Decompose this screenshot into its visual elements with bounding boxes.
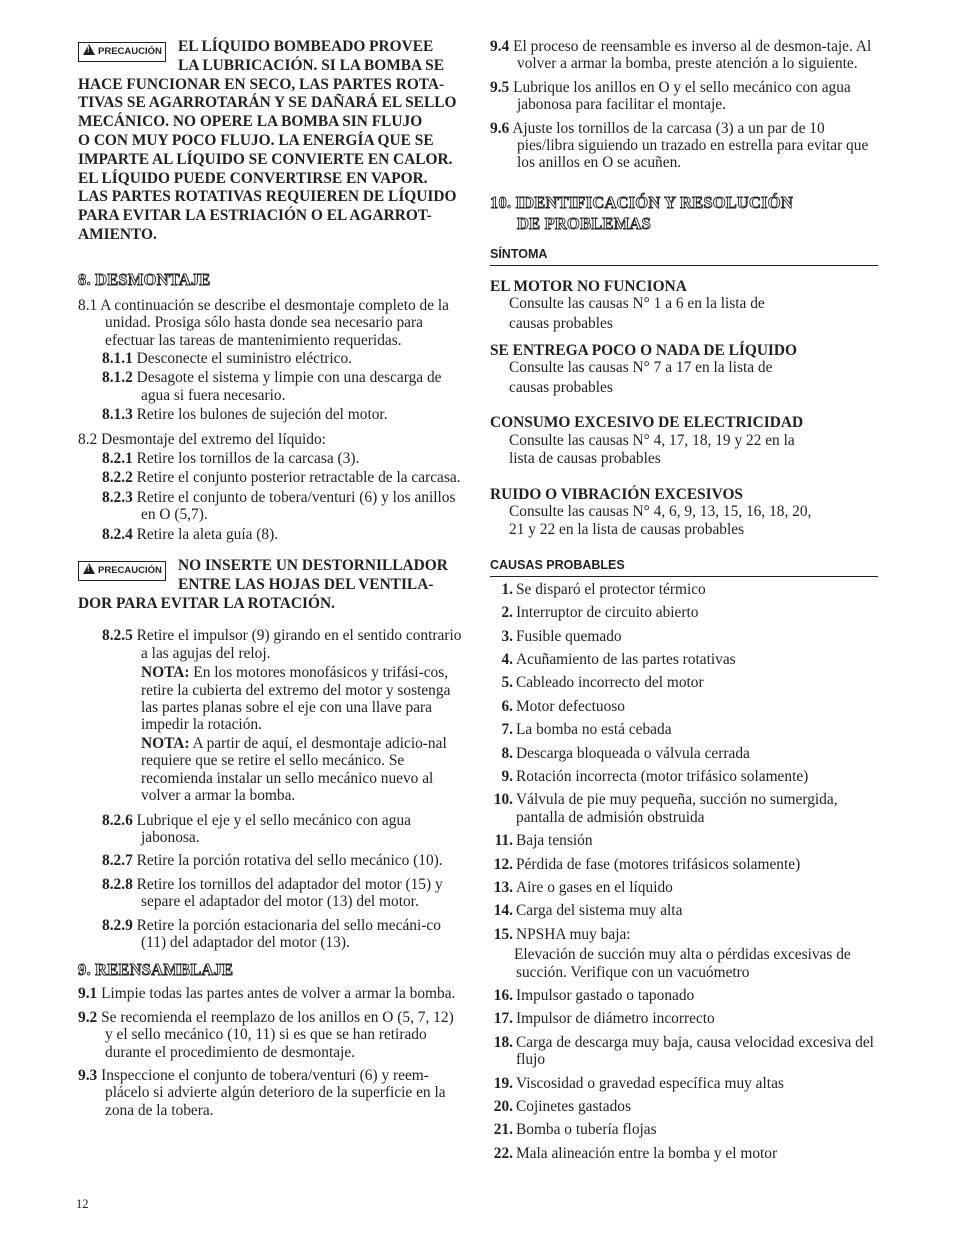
cause-item: 13. Aire o gases en el líquido — [493, 879, 673, 896]
section-10-title: 10. IDENTIFICACIÓN Y RESOLUCIÓN DE PROBLEMAS — [490, 192, 793, 233]
step-8-1-1: 8.1.1 Desconecte el suministro eléctrico. — [102, 349, 353, 367]
cause-item: 14. Carga del sistema muy alta — [493, 902, 683, 920]
cause-item: 1. Se disparó el protector térmico — [501, 580, 706, 598]
caution-text: NO INSERTE UN DESTORNILLADOR ENTRE LAS HOJAS DEL VENTILA- DOR PARA EVITAR LA ROTACIÓN. — [78, 557, 448, 612]
page-number: 12 — [76, 1197, 89, 1211]
symptom-3: CONSUMO EXCESIVO DE ELECTRICIDAD Consulte las causas N° 4, 17, 18, 19 y 22 en la lista de causas probables — [490, 414, 804, 468]
cause-item: 5. Cableado incorrecto del motor — [501, 674, 704, 692]
caution-block-1 — [78, 38, 462, 245]
caution-badge: !PRECAUCIÓN — [78, 561, 166, 581]
step-8-2-9: 8.2.9 Retire la porción estacionaria del sello mecáni-co (11) del adaptador del motor (13). — [102, 916, 441, 951]
left-column — [78, 38, 462, 1119]
cause-item: 11. Baja tensión — [494, 832, 593, 850]
step-8-2-5: 8.2.5 Retire el impulsor (9) girando en el sentido contrario a las agujas del reloj. — [102, 627, 462, 662]
symptom-1: EL MOTOR NO FUNCIONA Consulte las causas N° 1 a 6 en la lista de causas probables — [490, 277, 765, 332]
cause-item: 7. La bomba no está cebada — [501, 721, 672, 739]
cause-15-detail: Elevación de succión muy alta o pérdidas excesivas de succión. Verifique con un vacuómetro — [514, 946, 851, 981]
caution-badge: !PRECAUCIÓN — [78, 42, 166, 62]
cause-item: 2. Interruptor de circuito abierto — [501, 604, 699, 622]
cause-item: 16. Impulsor gastado o taponado — [493, 987, 695, 1005]
cause-item: 8. Descarga bloqueada o válvula cerrada — [501, 744, 750, 762]
step-8-2-8: 8.2.8 Retire los tornillos del adaptador del motor (15) y separe el adaptador del motor (13) del motor. — [102, 875, 443, 911]
step-8-1-3: 8.1.3 Retire los bulones de sujeción del motor. — [102, 406, 388, 424]
step-8-1-2: 8.1.2 Desagote el sistema y limpie con una descarga de agua si fuera necesario. — [102, 369, 442, 404]
warning-icon — [83, 563, 95, 574]
causes-list — [490, 581, 878, 1163]
symptom-4: RUIDO O VIBRACIÓN EXCESIVOS Consulte las causas N° 4, 6, 9, 13, 15, 16, 18, 20, 21 y 22 en la lista de causas probables — [490, 485, 812, 539]
cause-item: 9. Rotación incorrecta (motor trifásico solamente) — [501, 767, 809, 785]
cause-item: 17. Impulsor de diámetro incorrecto — [493, 1010, 715, 1028]
note-2: NOTA: A partir de aquí, el desmontaje adicio-nal requiere que se retire el sello mecánico. Se recomienda instalar un sello mecánico nuevo al volver a armar la bomba. — [141, 734, 447, 805]
cause-item: 4. Acuñamiento de las partes rotativas — [501, 650, 736, 668]
step-9-5: 9.5 Lubrique los anillos en O y el sello mecánico con agua jabonosa para facilitar el montaje. — [490, 78, 851, 114]
cause-item: 3. Fusible quemado — [501, 627, 622, 645]
symptom-2: SE ENTREGA POCO O NADA DE LÍQUIDO Consulte las causas N° 7 a 17 en la lista de causas probables — [490, 342, 798, 396]
cause-item: 19. Viscosidad o gravedad específica muy altas — [493, 1074, 784, 1092]
step-8-2-1: 8.2.1 Retire los tornillos de la carcasa (3). — [102, 450, 360, 468]
cause-item: 22. Mala alineación entre la bomba y el motor — [493, 1144, 778, 1162]
warning-icon — [83, 44, 95, 55]
step-8-2-2: 8.2.2 Retire el conjunto posterior retractable de la carcasa. — [102, 469, 461, 487]
note-1: NOTA: En los motores monofásicos y trifási-cos, retire la cubierta del extremo del motor y sostenga las partes planas sobre el eje con una llave para impedir la rotación. — [141, 664, 451, 734]
cause-item: 18. Carga de descarga muy baja, causa velocidad excesiva del flujo — [493, 1033, 874, 1069]
cause-item: 20. Cojinetes gastados — [493, 1098, 631, 1116]
step-9-2: 9.2 Se recomienda el reemplazo de los anillos en O (5, 7, 12) y el sello mecánico (10, 11) si es que se han retirado durante el procedimiento de desmontaje. — [78, 1008, 454, 1061]
step-8-2-4: 8.2.4 Retire la aleta guía (8). — [102, 525, 279, 543]
step-8-2: 8.2 Desmontaje del extremo del líquido: — [78, 430, 326, 448]
section-9-title: 9. REENSAMBLAJE — [78, 960, 234, 980]
caution-text: EL LÍQUIDO BOMBEADO PROVEE LA LUBRICACIÓN. SI LA BOMBA SE HACE FUNCIONAR EN SECO, LAS PARTES ROTA- TIVAS SE AGARROTARÁN Y SE DAÑARÁ EL SELLO MECÁNICO. NO OPERE LA BOMBA SIN FLUJO O CON MUY POCO FLUJO. LA ENERGÍA QUE SE IMPARTE AL LÍQUIDO SE CONVIERTE EN CALOR. EL LÍQUIDO PUEDE CONVERTIRSE EN VAPOR. LAS PARTES ROTATIVAS REQUIEREN DE LÍQUIDO PARA EVITAR LA ESTRIACIÓN O EL AGARROT- AMIENTO. — [78, 38, 457, 243]
causes-heading: CAUSAS PROBABLES — [490, 557, 878, 577]
caution-block-2 — [78, 557, 462, 613]
right-column — [490, 38, 878, 1162]
cause-item: 21. Bomba o tubería flojas — [493, 1121, 657, 1139]
step-9-6: 9.6 Ajuste los tornillos de la carcasa (3) a un par de 10 pies/libra siguiendo un trazado en estrella para evitar que los anillos en O se acuñen. — [490, 119, 869, 172]
symptom-heading: SÍNTOMA — [490, 246, 878, 266]
cause-item: 10. Válvula de pie muy pequeña, succión no sumergida, pantalla de admisión obstruida — [493, 791, 838, 826]
section-8-title: 8. DESMONTAJE — [78, 269, 211, 289]
step-8-2-3: 8.2.3 Retire el conjunto de tobera/venturi (6) y los anillos en O (5,7). — [102, 488, 456, 524]
cause-item: 12. Pérdida de fase (motores trifásicos solamente) — [493, 855, 801, 873]
step-8-2-7: 8.2.7 Retire la porción rotativa del sello mecánico (10). — [102, 852, 443, 870]
step-9-1: 9.1 Limpie todas las partes antes de volver a armar la bomba. — [78, 985, 456, 1003]
step-9-4: 9.4 El proceso de reensamble es inverso al de desmon-taje. Al volver a armar la bomba, preste atención a lo siguiente. — [490, 38, 872, 73]
cause-item: 6. Motor defectuoso — [501, 697, 625, 715]
cause-item: 15. NPSHA muy baja: — [493, 925, 631, 943]
step-8-1: 8.1 A continuación se describe el desmontaje completo de la unidad. Prosiga sólo hasta donde sea necesario para efectuar las tareas de mantenimiento requeridas. — [78, 296, 449, 349]
step-9-3: 9.3 Inspeccione el conjunto de tobera/venturi (6) y reem-plácelo si advierte algún deterioro de la superficie en la zona de la tobera. — [78, 1066, 446, 1119]
step-8-2-6: 8.2.6 Lubrique el eje y el sello mecánico con agua jabonosa. — [102, 811, 411, 846]
